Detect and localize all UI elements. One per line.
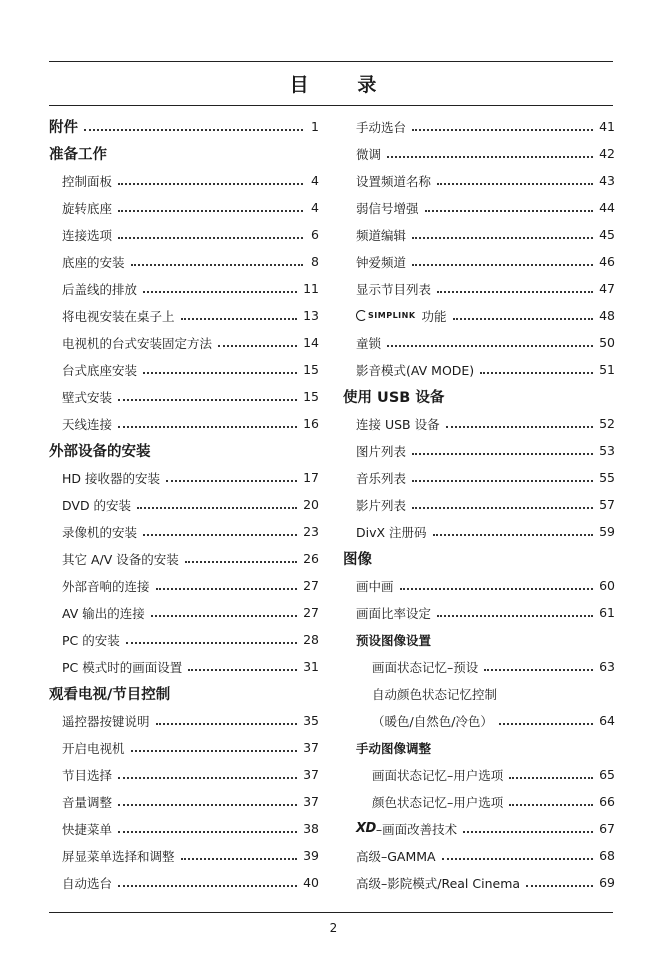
dot-leader [387, 345, 593, 347]
toc-entry-page: 48 [599, 308, 615, 323]
toc-entry-label: 音量调整 [62, 794, 113, 810]
toc-entry-label: 影片列表 [356, 497, 407, 513]
toc-entry[interactable] [49, 221, 319, 248]
toc-entry-page: 42 [599, 146, 615, 161]
toc-entry[interactable] [49, 248, 319, 275]
toc-entry[interactable] [343, 221, 615, 248]
toc-entry-label: 快捷菜单 [62, 821, 113, 837]
toc-entry[interactable] [49, 626, 319, 653]
toc-entry-page: 20 [303, 497, 319, 512]
dot-leader [156, 588, 298, 590]
toc-entry-label: 影音模式(AV MODE) [356, 362, 475, 378]
toc-entry-label: HD 接收器的安装 [62, 470, 160, 486]
toc-entry-label: 颜色状态记忆–用户选项 [372, 794, 504, 810]
dot-leader [131, 750, 298, 752]
toc-entry-label: 壁式安装 [62, 389, 113, 405]
toc-entry-label: 高级–影院模式/Real Cinema [356, 875, 521, 891]
toc-entry[interactable] [343, 761, 615, 788]
toc-entry-label: 其它 A/V 设备的安装 [62, 551, 179, 567]
dot-leader [118, 426, 297, 428]
dot-leader [118, 210, 303, 212]
toc-entry[interactable] [49, 545, 319, 572]
dot-leader [387, 156, 593, 158]
dot-leader [412, 129, 593, 131]
dot-leader [412, 453, 593, 455]
simplink-logo-text: SIMPLINK [368, 311, 416, 320]
toc-entry-label: 将电视安装在桌子上 [62, 308, 175, 324]
toc-entry-page: 47 [599, 281, 615, 296]
toc-entry-label: 高级–GAMMA [356, 848, 436, 864]
dot-leader [400, 588, 594, 590]
toc-entry-label: 控制面板 [62, 173, 113, 189]
dot-leader [437, 291, 593, 293]
toc-entry-page: 23 [303, 524, 319, 539]
toc-entry[interactable] [49, 491, 319, 518]
toc-entry[interactable] [343, 491, 615, 518]
toc-entry-label: 图片列表 [356, 443, 407, 459]
dot-leader [151, 615, 297, 617]
toc-entry[interactable] [343, 788, 615, 815]
dot-leader [463, 831, 593, 833]
page-title [0, 70, 667, 97]
toc-entry[interactable] [343, 356, 615, 383]
title-char-2: 录 [357, 74, 378, 96]
toc-entry[interactable] [343, 518, 615, 545]
dot-leader [143, 534, 297, 536]
toc-entry[interactable] [49, 707, 319, 734]
toc-entry-page: 37 [303, 740, 319, 755]
xd-logo: XD [356, 821, 376, 836]
toc-entry-page: 68 [599, 848, 615, 863]
toc-entry[interactable] [49, 653, 319, 680]
dot-leader [126, 642, 297, 644]
toc-entry[interactable] [343, 842, 615, 869]
toc-entry-page: 63 [599, 659, 615, 674]
toc-entry[interactable] [343, 410, 615, 437]
dot-leader [526, 885, 593, 887]
toc-entry[interactable] [343, 194, 615, 221]
section-heading: 使用 USB 设备 [343, 390, 445, 406]
section-heading: 观看电视/节目控制 [49, 687, 171, 703]
toc-entry-label: 音乐列表 [356, 470, 407, 486]
toc-entry-page: 44 [599, 200, 615, 215]
toc-entry-page: 59 [599, 524, 615, 539]
toc-entry-label: 显示节目列表 [356, 281, 432, 297]
toc-entry-label: 手动选台 [356, 119, 407, 135]
toc-entry-page: 46 [599, 254, 615, 269]
toc-entry[interactable] [49, 788, 319, 815]
toc-entry-label: DVD 的安装 [62, 497, 132, 513]
dot-leader [412, 264, 593, 266]
toc-entry[interactable] [49, 302, 319, 329]
toc-entry-label: 屏显菜单选择和调整 [62, 848, 175, 864]
toc-entry-label: 画面状态记忆–用户选项 [372, 767, 504, 783]
dot-leader [425, 210, 594, 212]
simplink-logo [356, 310, 416, 321]
dot-leader [509, 777, 593, 779]
toc-entry-label: 后盖线的排放 [62, 281, 138, 297]
toc-entry[interactable] [49, 761, 319, 788]
toc-entry-page: 1 [311, 119, 319, 134]
dot-leader [480, 372, 593, 374]
toc-entry-page: 61 [599, 605, 615, 620]
toc-entry-page: 15 [303, 362, 319, 377]
dot-leader [84, 129, 303, 131]
subsection-heading: 预设图像设置 [356, 632, 432, 648]
toc-entry-label: 天线连接 [62, 416, 113, 432]
dot-leader [143, 372, 297, 374]
toc-entry[interactable] [49, 815, 319, 842]
toc-entry[interactable] [49, 464, 319, 491]
dot-leader [137, 507, 297, 509]
toc-entry-label: 钟爱频道 [356, 254, 407, 270]
toc-entry-page: 52 [599, 416, 615, 431]
toc-entry[interactable] [343, 329, 615, 356]
dot-leader [181, 858, 298, 860]
toc-entry[interactable] [343, 113, 615, 140]
dot-leader [118, 183, 303, 185]
toc-entry[interactable] [49, 842, 319, 869]
toc-entry-label: 弱信号增强 [356, 200, 419, 216]
toc-entry-page: 27 [303, 578, 319, 593]
dot-leader [118, 885, 297, 887]
toc-entry[interactable] [343, 437, 615, 464]
toc-entry-page: 8 [311, 254, 319, 269]
toc-entry[interactable] [49, 167, 319, 194]
title-char-1: 目 [289, 74, 310, 96]
dot-leader [433, 534, 594, 536]
title-rule [49, 105, 613, 106]
toc-entry-page: 60 [599, 578, 615, 593]
dot-leader [442, 858, 593, 860]
toc-entry-label: 底座的安装 [62, 254, 125, 270]
dot-leader [185, 561, 297, 563]
toc-entry-page: 4 [311, 173, 319, 188]
toc-entry[interactable] [343, 572, 615, 599]
toc-entry-label: 频道编辑 [356, 227, 407, 243]
toc-entry-page: 28 [303, 632, 319, 647]
toc-right-column [343, 113, 615, 896]
subsection-heading: 手动图像调整 [356, 740, 432, 756]
toc-entry[interactable] [343, 653, 615, 680]
toc-entry[interactable] [343, 464, 615, 491]
toc-entry-label: PC 模式时的画面设置 [62, 659, 183, 675]
toc-entry-label: 遥控器按键说明 [62, 713, 150, 729]
toc-entry[interactable] [49, 383, 319, 410]
dot-leader [118, 399, 297, 401]
toc-entry-label: 画面状态记忆–预设 [372, 659, 479, 675]
dot-leader [118, 831, 297, 833]
toc-entry-page: 39 [303, 848, 319, 863]
toc-entry-label: PC 的安装 [62, 632, 120, 648]
dot-leader [437, 615, 593, 617]
toc-entry[interactable] [49, 599, 319, 626]
toc-entry-label: 录像机的安装 [62, 524, 138, 540]
toc-entry-page: 26 [303, 551, 319, 566]
toc-entry-page: 37 [303, 794, 319, 809]
toc-entry-page: 40 [303, 875, 319, 890]
toc-entry[interactable] [343, 275, 615, 302]
toc-entry-page: 38 [303, 821, 319, 836]
toc-entry-label: 设置频道名称 [356, 173, 432, 189]
toc-entry[interactable] [343, 167, 615, 194]
dot-leader [412, 237, 593, 239]
toc-entry-label: 外部音响的连接 [62, 578, 150, 594]
dot-leader [412, 507, 593, 509]
toc-entry-page: 50 [599, 335, 615, 350]
toc-entry-page: 51 [599, 362, 615, 377]
toc-entry-label: DivX 注册码 [356, 524, 427, 540]
dot-leader [181, 318, 298, 320]
toc-entry-page: 66 [599, 794, 615, 809]
simplink-ring-icon [356, 310, 367, 321]
toc-entry[interactable] [49, 356, 319, 383]
toc-entry[interactable] [49, 734, 319, 761]
dot-leader [218, 345, 297, 347]
toc-entry-label: 画面比率设定 [356, 605, 432, 621]
toc-entry-page: 67 [599, 821, 615, 836]
toc-entry-page: 53 [599, 443, 615, 458]
toc-left-column [49, 113, 319, 896]
toc-entry-page: 64 [599, 713, 615, 728]
toc-entry[interactable] [343, 707, 615, 734]
section-heading: 外部设备的安装 [49, 444, 151, 460]
dot-leader [143, 291, 297, 293]
toc-entry-page: 45 [599, 227, 615, 242]
dot-leader [446, 426, 593, 428]
toc-entry[interactable] [49, 329, 319, 356]
dot-leader [118, 777, 297, 779]
toc-entry[interactable] [343, 302, 615, 329]
toc-entry-label: （暖色/自然色/冷色） [372, 713, 493, 729]
bottom-rule [49, 912, 613, 913]
toc-entry-page: 6 [311, 227, 319, 242]
toc-entry-page: 4 [311, 200, 319, 215]
toc-entry[interactable] [49, 113, 319, 140]
toc-entry-page: 14 [303, 335, 319, 350]
toc-entry-page: 15 [303, 389, 319, 404]
toc-entry-label: 连接选项 [62, 227, 113, 243]
section-heading: 图像 [343, 552, 372, 568]
toc-entry-label: 连接 USB 设备 [356, 416, 440, 432]
toc-entry-label: 画中画 [356, 578, 394, 594]
top-rule [49, 61, 613, 62]
dot-leader [509, 804, 593, 806]
toc-entry-label: 童锁 [356, 335, 382, 351]
toc-entry-label: 自动选台 [62, 875, 113, 891]
toc-entry-continued-label: 自动颜色状态记忆控制 [372, 686, 498, 702]
dot-leader [131, 264, 303, 266]
toc-entry[interactable] [343, 815, 615, 842]
section-heading: 准备工作 [49, 147, 107, 163]
toc-entry-label: 微调 [356, 146, 382, 162]
toc-entry[interactable] [49, 518, 319, 545]
dot-leader [188, 669, 297, 671]
toc-entry-label: 节目选择 [62, 767, 113, 783]
dot-leader [484, 669, 593, 671]
page-number: 2 [329, 921, 338, 935]
dot-leader [118, 237, 303, 239]
toc-entry-label: 附件 [49, 120, 78, 136]
toc-entry[interactable] [49, 410, 319, 437]
toc-entry-page: 16 [303, 416, 319, 431]
toc-entry[interactable] [49, 275, 319, 302]
toc-entry-label: 电视机的台式安装固定方法 [62, 335, 213, 351]
toc-entry-label: 台式底座安装 [62, 362, 138, 378]
dot-leader [499, 723, 593, 725]
toc-entry[interactable] [343, 599, 615, 626]
dot-leader [437, 183, 593, 185]
toc-entry[interactable] [343, 140, 615, 167]
toc-entry-page: 13 [303, 308, 319, 323]
toc-entry-page: 17 [303, 470, 319, 485]
toc-entry-page: 27 [303, 605, 319, 620]
toc-entry-page: 55 [599, 470, 615, 485]
toc-entry-label: AV 输出的连接 [62, 605, 145, 621]
dot-leader [156, 723, 298, 725]
toc-entry-page: 69 [599, 875, 615, 890]
dot-leader [412, 480, 593, 482]
toc-entry[interactable] [49, 194, 319, 221]
toc-entry-page: 35 [303, 713, 319, 728]
toc-entry-label: –画面改善技术 [375, 821, 458, 837]
toc-entry[interactable] [49, 869, 319, 896]
toc-entry-page: 43 [599, 173, 615, 188]
toc-entry[interactable] [343, 248, 615, 275]
dot-leader [118, 804, 297, 806]
toc-entry-page: 37 [303, 767, 319, 782]
toc-entry[interactable] [343, 869, 615, 896]
toc-entry-page: 57 [599, 497, 615, 512]
toc-entry-page: 11 [303, 281, 319, 296]
dot-leader [453, 318, 594, 320]
toc-entry-label: 开启电视机 [62, 740, 125, 756]
toc-entry-label: 功能 [421, 308, 447, 324]
toc-entry-page: 65 [599, 767, 615, 782]
toc-entry[interactable] [49, 572, 319, 599]
toc-entry-page: 31 [303, 659, 319, 674]
dot-leader [166, 480, 297, 482]
toc-entry-page: 41 [599, 119, 615, 134]
toc-entry-label: 旋转底座 [62, 200, 113, 216]
